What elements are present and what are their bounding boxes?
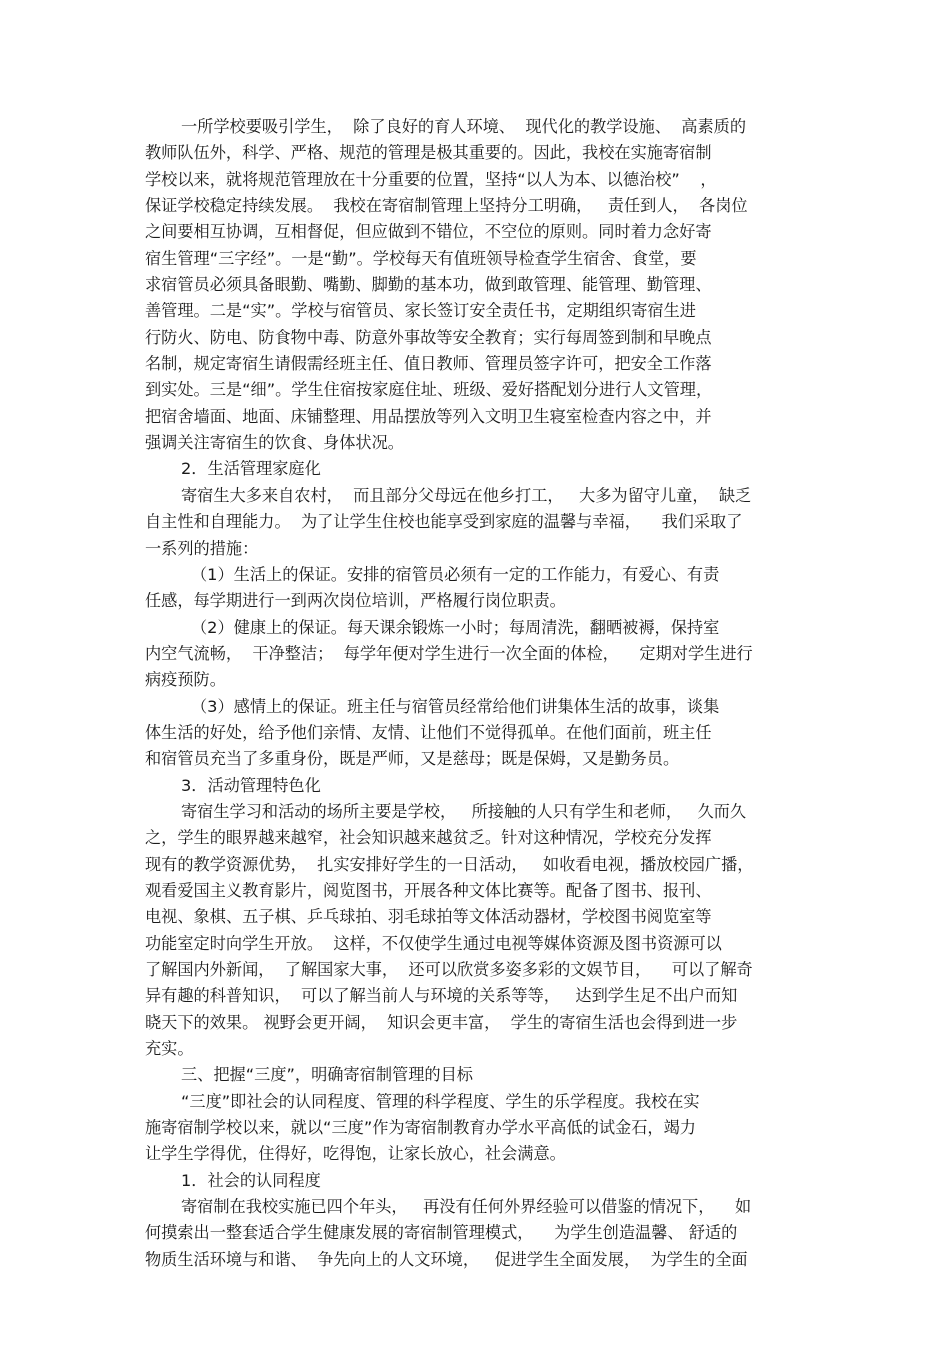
text-line: （3）感情上的保证。班主任与宿管员经常给他们讲集体生活的故事，谈集 (191, 696, 720, 716)
text-line: 行防火、防电、防食物中毒、防意外事故等安全教育；实行每周签到制和早晚点 (145, 327, 712, 347)
text-line: 寄宿生大多来自农村， 而且部分父母远在他乡打工， 大多为留守儿童， 缺乏 (181, 485, 752, 505)
text-line: 晓天下的效果。 视野会更开阔， 知识会更丰富， 学生的寄宿生活也会得到进一步 (145, 1012, 738, 1032)
text-line: （1）生活上的保证。安排的宿管员必须有一定的工作能力，有爱心、有责 (191, 564, 720, 584)
text-line: 异有趣的科普知识， 可以了解当前人与环境的关系等等， 达到学生足不出户而知 (145, 986, 738, 1006)
text-line: 寄宿制在我校实施已四个年头， 再没有任何外界经验可以借鉴的情况下， 如 (181, 1197, 752, 1217)
text-line: 善管理。二是“实”。学校与宿管员、家长签订安全责任书，定期组织寄宿生进 (145, 301, 696, 321)
document-body (145, 114, 810, 1273)
text-line: 到实处。三是“细”。学生住宿按家庭住址、班级、爱好搭配划分进行人文管理， (145, 380, 713, 400)
text-line: 自主性和自理能力。 为了让学生住校也能享受到家庭的温馨与幸福， 我们采取了 (145, 512, 743, 532)
text-line: 求宿管员必须具备眼勤、嘴勤、脚勤的基本功，做到敢管理、能管理、勤管理、 (145, 275, 712, 295)
text-line: 了解国内外新闻， 了解国家大事， 还可以欣赏多姿多彩的文娱节目， 可以了解奇 (145, 960, 753, 979)
text-line: “三度”即社会的认同程度、管理的科学程度、学生的乐学程度。我校在实 (181, 1091, 700, 1111)
text-line: 观看爱国主义教育影片，阅览图书，开展各种文体比赛等。配备了图书、报刊、 (145, 880, 712, 900)
text-line: 1．社会的认同程度 (181, 1170, 321, 1190)
text-line: 充实。 (145, 1039, 194, 1059)
text-line: 寄宿生学习和活动的场所主要是学校， 所接触的人只有学生和老师， 久而久 (181, 801, 747, 821)
text-line: 功能室定时向学生开放。 这样，不仅使学生通过电视等媒体资源及图书资源可以 (145, 933, 722, 953)
text-line: 教师队伍外，科学、严格、规范的管理是极其重要的。因此，我校在实施寄宿制 (145, 143, 712, 163)
text-line: 物质生活环境与和谐、 争先向上的人文环境， 促进学生全面发展， 为学生的全面 (145, 1249, 748, 1269)
text-line: 让学生学得优，住得好，吃得饱，让家长放心，社会满意。 (145, 1144, 566, 1164)
text-line: 体生活的好处，给予他们亲情、友情、让他们不觉得孤单。在他们面前，班主任 (145, 722, 712, 742)
text-line: 现有的教学资源优势， 扎实安排好学生的一日活动， 如收看电视，播放校园广播， (145, 854, 754, 874)
text-line: 学校以来，就将规范管理放在十分重要的位置，坚持“以人为本、以德治校” ， (145, 169, 717, 189)
text-line: 三、把握“三度”，明确寄宿制管理的目标 (181, 1065, 473, 1085)
text-line: 3．活动管理特色化 (181, 775, 321, 795)
text-line: 2．生活管理家庭化 (181, 459, 321, 479)
text-line: 电视、象棋、五子棋、乒乓球拍、羽毛球拍等文体活动器材，学校图书阅览室等 (145, 907, 712, 927)
text-line: 任感，每学期进行一到两次岗位培训，严格履行岗位职责。 (145, 591, 566, 611)
text-line: 宿生管理“三字经”。一是“勤”。学校每天有值班领导检查学生宿舍、食堂，要 (145, 248, 697, 268)
text-line: 内空气流畅， 干净整洁； 每学年便对学生进行一次全面的体检， 定期对学生进行 (145, 643, 753, 663)
text-line: 强调关注寄宿生的饮食、身体状况。 (145, 433, 404, 453)
text-line: 一所学校要吸引学生， 除了良好的育人环境、 现代化的教学设施、 高素质的 (181, 117, 747, 136)
text-line: 一系列的措施： (145, 538, 259, 558)
text-line: 保证学校稳定持续发展。 我校在寄宿制管理上坚持分工明确， 责任到人， 各岗位 (145, 196, 748, 216)
text-line: 病疫预防。 (145, 670, 226, 690)
text-line: 把宿舍墙面、地面、床铺整理、用品摆放等列入文明卫生寝室检查内容之中，并 (145, 406, 712, 426)
text-line: 和宿管员充当了多重身份，既是严师，又是慈母；既是保姆，又是勤务员。 (145, 749, 680, 769)
text-line: 名制，规定寄宿生请假需经班主任、值日教师、管理员签字许可，把安全工作落 (145, 354, 712, 374)
text-line: 之，学生的眼界越来越窄，社会知识越来越贫乏。针对这种情况，学校充分发挥 (145, 828, 712, 848)
text-line: 之间要相互协调，互相督促，但应做到不错位，不空位的原则。同时着力念好寄 (145, 222, 712, 242)
text-line: 何摸索出一整套适合学生健康发展的寄宿制管理模式， 为学生创造温馨、 舒适的 (145, 1223, 738, 1243)
text-line: 施寄宿制学校以来，就以“三度”作为寄宿制教育办学水平高低的试金石，竭力 (145, 1118, 696, 1138)
text-line: （2）健康上的保证。每天课余锻炼一小时；每周清洗，翻晒被褥，保持室 (191, 617, 720, 637)
